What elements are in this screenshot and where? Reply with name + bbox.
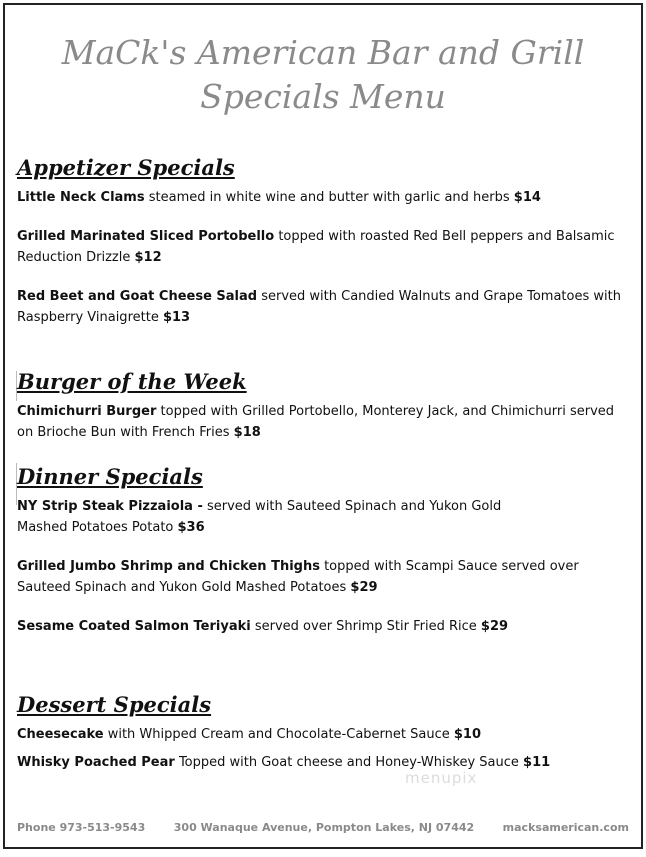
item-price: $29 bbox=[350, 580, 378, 595]
item-price: $12 bbox=[134, 250, 162, 265]
menu-item bbox=[17, 226, 633, 268]
title-line-1: MaCk's American Bar and Grill bbox=[61, 33, 585, 72]
item-price: $18 bbox=[233, 425, 261, 440]
menu-title bbox=[5, 31, 641, 119]
title-line-2: Specials Menu bbox=[200, 77, 446, 116]
item-desc: steamed in white wine and butter with garlic and herbs bbox=[144, 190, 514, 205]
item-price: $10 bbox=[453, 727, 481, 742]
item-desc: topped with Grilled Portobello, Monterey Jack, and Chimichurri served on Brioche Bun with French Fries bbox=[17, 404, 615, 440]
watermark: menupix bbox=[405, 769, 478, 787]
section-heading: Dessert Specials bbox=[17, 692, 212, 717]
item-name: Red Beet and Goat Cheese Salad bbox=[17, 289, 258, 304]
item-desc: topped with Scampi Sauce served over Sauteed Spinach and Yukon Gold Mashed Potatoes bbox=[17, 559, 579, 595]
menu-item bbox=[17, 556, 633, 598]
section-heading: Burger of the Week bbox=[17, 369, 247, 394]
item-name: Whisky Poached Pear bbox=[17, 755, 175, 770]
item-name: Chimichurri Burger bbox=[17, 404, 157, 419]
menu-item bbox=[17, 752, 633, 773]
item-price: $11 bbox=[523, 755, 551, 770]
item-name: Sesame Coated Salmon Teriyaki bbox=[17, 619, 251, 634]
item-price: $13 bbox=[162, 310, 191, 325]
item-name: NY Strip Steak Pizzaiola - bbox=[17, 499, 203, 514]
section-heading: Dinner Specials bbox=[17, 464, 203, 489]
item-name: Grilled Marinated Sliced Portobello bbox=[17, 229, 275, 244]
item-name: Grilled Jumbo Shrimp and Chicken Thighs bbox=[17, 559, 320, 574]
dessert-section bbox=[17, 692, 633, 773]
footer-phone: Phone 973-513-9543 bbox=[17, 821, 146, 834]
burger-section bbox=[17, 369, 633, 443]
menu-item bbox=[17, 496, 633, 538]
menu-item bbox=[17, 286, 633, 328]
footer-address: 300 Wanaque Avenue, Pompton Lakes, NJ 07442 bbox=[173, 821, 475, 834]
appetizer-section bbox=[17, 155, 633, 328]
section-heading: Appetizer Specials bbox=[17, 155, 235, 180]
item-desc: with Whipped Cream and Chocolate-Cabernet Sauce bbox=[103, 727, 454, 742]
dinner-section bbox=[17, 464, 633, 637]
menu-page bbox=[3, 3, 643, 849]
item-name: Little Neck Clams bbox=[17, 190, 145, 205]
item-desc: served with Sauteed Spinach and Yukon Gold Mashed Potatoes Potato bbox=[17, 499, 502, 535]
menu-item bbox=[17, 724, 633, 745]
item-desc: Topped with Goat cheese and Honey-Whiskey Sauce bbox=[174, 755, 524, 770]
item-price: $36 bbox=[177, 520, 205, 535]
item-desc: served over Shrimp Stir Fried Rice bbox=[250, 619, 481, 634]
item-name: Cheesecake bbox=[17, 727, 104, 742]
menu-item bbox=[17, 616, 633, 637]
item-desc: served with Candied Walnuts and Grape Tomatoes with Raspberry Vinaigrette bbox=[17, 289, 621, 325]
item-desc: topped with roasted Red Bell peppers and Balsamic Reduction Drizzle bbox=[17, 229, 615, 265]
footer bbox=[17, 821, 629, 834]
menu-item bbox=[17, 401, 633, 443]
item-price: $14 bbox=[513, 190, 541, 205]
menu-item bbox=[17, 187, 633, 208]
item-price: $29 bbox=[480, 619, 509, 634]
footer-website: macksamerican.com bbox=[502, 821, 629, 834]
